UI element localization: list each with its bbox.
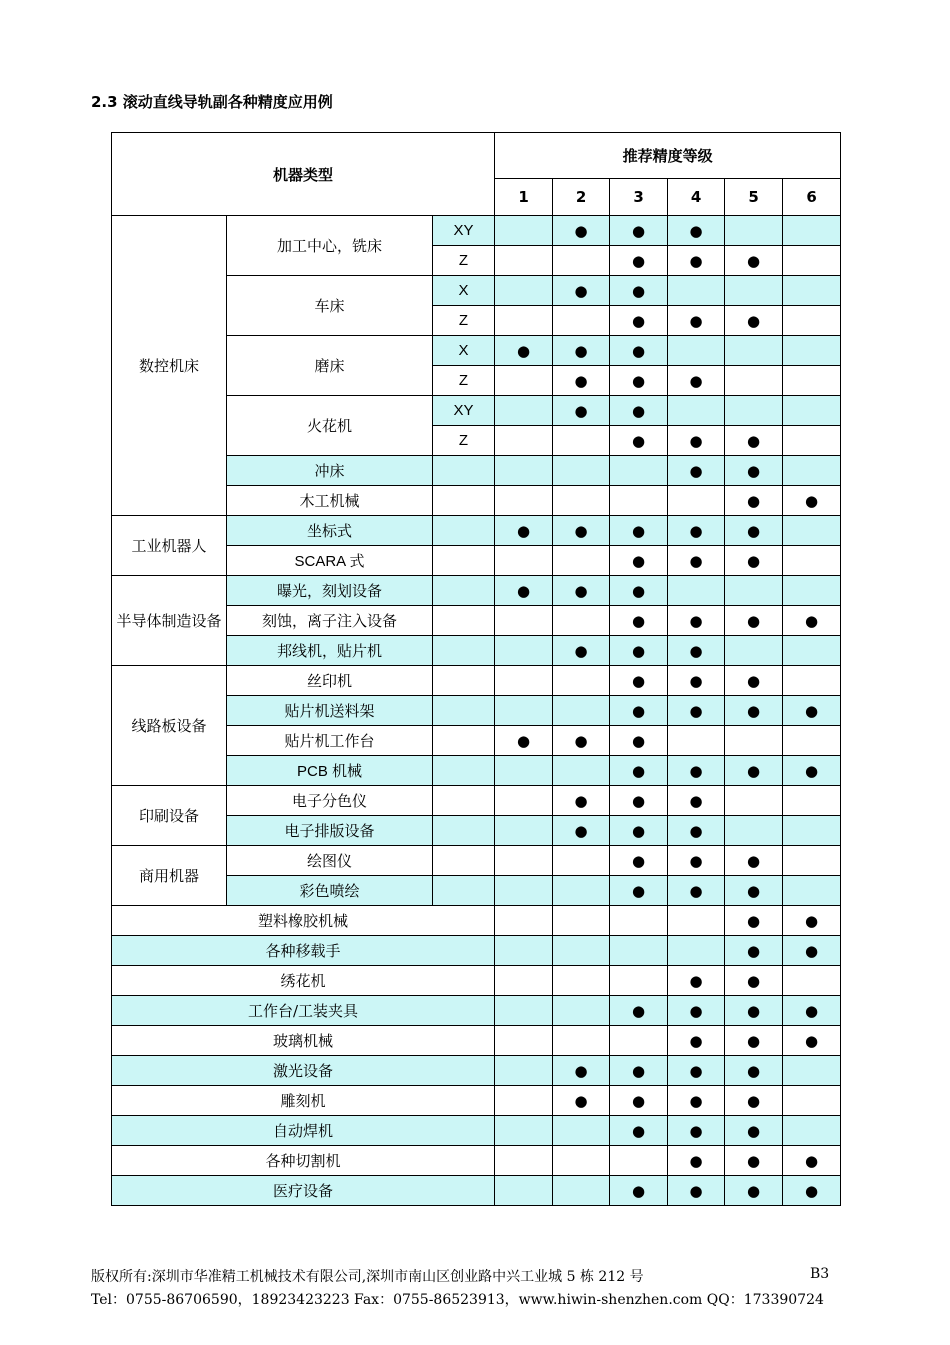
machine-name-cell: 塑料橡胶机械 bbox=[112, 906, 495, 936]
grade-6-mark bbox=[783, 966, 841, 996]
grade-2-mark: ● bbox=[553, 216, 610, 246]
grade-5-mark bbox=[725, 336, 783, 366]
axis-cell bbox=[433, 816, 495, 846]
table-row bbox=[112, 216, 841, 246]
grade-4-mark: ● bbox=[668, 756, 725, 786]
table-row bbox=[112, 1146, 841, 1176]
grade-2-mark bbox=[553, 456, 610, 486]
grade-1-mark bbox=[495, 906, 553, 936]
grade-2-mark bbox=[553, 606, 610, 636]
table-row bbox=[112, 846, 841, 876]
grade-1-mark: ● bbox=[495, 576, 553, 606]
grade-4-mark bbox=[668, 396, 725, 426]
axis-cell bbox=[433, 516, 495, 546]
grade-3-mark: ● bbox=[610, 1176, 668, 1206]
grade-2-mark: ● bbox=[553, 816, 610, 846]
grade-6-mark bbox=[783, 1116, 841, 1146]
grade-6-mark: ● bbox=[783, 906, 841, 936]
grade-4-mark: ● bbox=[668, 1176, 725, 1206]
grade-3-mark bbox=[610, 486, 668, 516]
machine-name-cell: 冲床 bbox=[227, 456, 433, 486]
table-row bbox=[112, 1056, 841, 1086]
grade-3-mark: ● bbox=[610, 546, 668, 576]
machine-name-cell: 坐标式 bbox=[227, 516, 433, 546]
grade-6-mark: ● bbox=[783, 936, 841, 966]
grade-4-header: 4 bbox=[668, 179, 725, 216]
grade-1-mark bbox=[495, 276, 553, 306]
grade-2-mark: ● bbox=[553, 336, 610, 366]
grade-3-mark bbox=[610, 1026, 668, 1056]
grade-5-mark: ● bbox=[725, 426, 783, 456]
grade-5-mark: ● bbox=[725, 606, 783, 636]
grade-5-mark bbox=[725, 636, 783, 666]
grade-3-mark bbox=[610, 966, 668, 996]
grade-5-mark bbox=[725, 396, 783, 426]
grade-6-mark bbox=[783, 546, 841, 576]
grade-1-mark bbox=[495, 1146, 553, 1176]
category-cell: 印刷设备 bbox=[112, 786, 227, 846]
grade-3-mark: ● bbox=[610, 276, 668, 306]
grade-2-mark: ● bbox=[553, 366, 610, 396]
table-row bbox=[112, 1176, 841, 1206]
grade-4-mark: ● bbox=[668, 546, 725, 576]
grade-1-mark bbox=[495, 216, 553, 246]
grade-3-mark: ● bbox=[610, 426, 668, 456]
grade-5-mark: ● bbox=[725, 996, 783, 1026]
grade-2-mark: ● bbox=[553, 1056, 610, 1086]
axis-cell: Z bbox=[433, 426, 495, 456]
grade-2-mark: ● bbox=[553, 276, 610, 306]
grade-2-mark bbox=[553, 756, 610, 786]
precision-table bbox=[111, 132, 841, 1206]
grade-1-mark bbox=[495, 426, 553, 456]
grade-6-mark bbox=[783, 456, 841, 486]
grade-2-mark bbox=[553, 306, 610, 336]
axis-cell: X bbox=[433, 336, 495, 366]
grade-2-mark: ● bbox=[553, 1086, 610, 1116]
grade-4-mark: ● bbox=[668, 1026, 725, 1056]
grade-4-mark bbox=[668, 336, 725, 366]
machine-name-cell: 激光设备 bbox=[112, 1056, 495, 1086]
grade-6-mark bbox=[783, 246, 841, 276]
table-row bbox=[112, 1026, 841, 1056]
machine-name-cell: 曝光，刻划设备 bbox=[227, 576, 433, 606]
grade-4-mark: ● bbox=[668, 696, 725, 726]
grade-5-mark: ● bbox=[725, 936, 783, 966]
grade-1-mark bbox=[495, 246, 553, 276]
category-cell: 商用机器 bbox=[112, 846, 227, 906]
grade-4-mark: ● bbox=[668, 1146, 725, 1176]
grade-2-mark bbox=[553, 426, 610, 456]
grade-2-mark bbox=[553, 846, 610, 876]
axis-cell bbox=[433, 576, 495, 606]
grade-4-mark bbox=[668, 276, 725, 306]
grade-5-mark: ● bbox=[725, 1146, 783, 1176]
grade-4-mark bbox=[668, 486, 725, 516]
grade-2-mark bbox=[553, 1026, 610, 1056]
grade-1-mark bbox=[495, 1176, 553, 1206]
grade-3-header: 3 bbox=[610, 179, 668, 216]
machine-name-cell: 丝印机 bbox=[227, 666, 433, 696]
grade-6-mark bbox=[783, 816, 841, 846]
grade-1-mark bbox=[495, 786, 553, 816]
grade-3-mark bbox=[610, 906, 668, 936]
grade-6-mark bbox=[783, 846, 841, 876]
grade-2-mark: ● bbox=[553, 636, 610, 666]
grade-4-mark bbox=[668, 576, 725, 606]
grade-2-mark bbox=[553, 1146, 610, 1176]
grade-3-mark bbox=[610, 1146, 668, 1176]
grade-3-mark bbox=[610, 936, 668, 966]
grade-1-mark bbox=[495, 966, 553, 996]
axis-cell bbox=[433, 756, 495, 786]
grade-4-mark: ● bbox=[668, 786, 725, 816]
grade-3-mark: ● bbox=[610, 396, 668, 426]
axis-cell: Z bbox=[433, 306, 495, 336]
axis-cell bbox=[433, 486, 495, 516]
grade-5-mark bbox=[725, 216, 783, 246]
axis-cell: XY bbox=[433, 396, 495, 426]
grade-6-mark bbox=[783, 1056, 841, 1086]
grade-4-mark: ● bbox=[668, 366, 725, 396]
axis-cell bbox=[433, 696, 495, 726]
grade-3-mark: ● bbox=[610, 996, 668, 1026]
table-row bbox=[112, 966, 841, 996]
grade-3-mark bbox=[610, 456, 668, 486]
grade-1-mark bbox=[495, 996, 553, 1026]
grade-3-mark: ● bbox=[610, 306, 668, 336]
grade-5-mark: ● bbox=[725, 756, 783, 786]
grade-2-mark bbox=[553, 696, 610, 726]
grade-6-mark bbox=[783, 366, 841, 396]
grade-1-mark: ● bbox=[495, 726, 553, 756]
machine-name-cell: 绘图仪 bbox=[227, 846, 433, 876]
grade-5-mark: ● bbox=[725, 966, 783, 996]
grade-3-mark: ● bbox=[610, 696, 668, 726]
grade-4-mark: ● bbox=[668, 456, 725, 486]
machine-name-cell: 各种移载手 bbox=[112, 936, 495, 966]
grade-5-mark: ● bbox=[725, 666, 783, 696]
grade-6-mark bbox=[783, 876, 841, 906]
grade-4-mark: ● bbox=[668, 1086, 725, 1116]
grade-1-mark bbox=[495, 606, 553, 636]
grade-4-mark: ● bbox=[668, 216, 725, 246]
grade-4-mark: ● bbox=[668, 1116, 725, 1146]
grade-6-mark bbox=[783, 336, 841, 366]
grade-1-mark bbox=[495, 756, 553, 786]
grade-3-mark: ● bbox=[610, 846, 668, 876]
grade-1-mark: ● bbox=[495, 516, 553, 546]
grade-6-mark bbox=[783, 576, 841, 606]
grade-6-mark: ● bbox=[783, 996, 841, 1026]
axis-cell bbox=[433, 636, 495, 666]
table-row bbox=[112, 996, 841, 1026]
machine-type-header: 机器类型 bbox=[112, 133, 495, 216]
machine-name-cell: 电子分色仪 bbox=[227, 786, 433, 816]
grade-1-mark bbox=[495, 1116, 553, 1146]
table-row bbox=[112, 906, 841, 936]
grade-2-mark: ● bbox=[553, 396, 610, 426]
grade-5-mark: ● bbox=[725, 1086, 783, 1116]
grade-4-mark: ● bbox=[668, 426, 725, 456]
machine-name-cell: 贴片机工作台 bbox=[227, 726, 433, 756]
grade-5-mark: ● bbox=[725, 1056, 783, 1086]
grade-2-mark bbox=[553, 666, 610, 696]
grade-3-mark: ● bbox=[610, 516, 668, 546]
table-row bbox=[112, 786, 841, 816]
axis-cell bbox=[433, 606, 495, 636]
machine-name-cell: 各种切割机 bbox=[112, 1146, 495, 1176]
grade-3-mark: ● bbox=[610, 246, 668, 276]
table-row bbox=[112, 576, 841, 606]
grade-5-mark bbox=[725, 576, 783, 606]
grade-6-mark: ● bbox=[783, 486, 841, 516]
page-number: B3 bbox=[810, 1266, 830, 1282]
grade-6-header: 6 bbox=[783, 179, 841, 216]
grade-2-mark bbox=[553, 906, 610, 936]
grade-6-mark bbox=[783, 1086, 841, 1116]
footer-copyright: 版权所有:深圳市华准精工机械技术有限公司,深圳市南山区创业路中兴工业城 5 栋 212 号 bbox=[91, 1269, 644, 1285]
grade-5-mark: ● bbox=[725, 306, 783, 336]
grade-3-mark: ● bbox=[610, 756, 668, 786]
grade-4-mark: ● bbox=[668, 516, 725, 546]
grade-4-mark: ● bbox=[668, 846, 725, 876]
grade-6-mark bbox=[783, 666, 841, 696]
grade-1-mark bbox=[495, 1086, 553, 1116]
grade-5-mark bbox=[725, 276, 783, 306]
grade-5-mark: ● bbox=[725, 456, 783, 486]
machine-name-cell: 车床 bbox=[227, 276, 433, 336]
grade-2-mark bbox=[553, 876, 610, 906]
grade-5-mark: ● bbox=[725, 246, 783, 276]
machine-name-cell: 自动焊机 bbox=[112, 1116, 495, 1146]
machine-name-cell: 绣花机 bbox=[112, 966, 495, 996]
table-row bbox=[112, 1086, 841, 1116]
table-row bbox=[112, 936, 841, 966]
grade-6-mark: ● bbox=[783, 606, 841, 636]
grade-1-header: 1 bbox=[495, 179, 553, 216]
machine-name-cell: 雕刻机 bbox=[112, 1086, 495, 1116]
grade-6-mark bbox=[783, 516, 841, 546]
grade-2-mark bbox=[553, 246, 610, 276]
grade-6-mark bbox=[783, 396, 841, 426]
grade-4-mark: ● bbox=[668, 306, 725, 336]
grade-3-mark: ● bbox=[610, 636, 668, 666]
grade-3-mark: ● bbox=[610, 876, 668, 906]
machine-name-cell: 磨床 bbox=[227, 336, 433, 396]
machine-name-cell: SCARA 式 bbox=[227, 546, 433, 576]
grade-5-mark: ● bbox=[725, 696, 783, 726]
grade-header: 推荐精度等级 bbox=[495, 133, 841, 179]
axis-cell bbox=[433, 666, 495, 696]
grade-2-mark bbox=[553, 1116, 610, 1146]
grade-3-mark: ● bbox=[610, 726, 668, 756]
grade-1-mark bbox=[495, 456, 553, 486]
category-cell: 线路板设备 bbox=[112, 666, 227, 786]
grade-1-mark bbox=[495, 696, 553, 726]
grade-2-mark bbox=[553, 936, 610, 966]
grade-1-mark bbox=[495, 666, 553, 696]
grade-3-mark: ● bbox=[610, 666, 668, 696]
grade-5-mark: ● bbox=[725, 486, 783, 516]
axis-cell: Z bbox=[433, 366, 495, 396]
grade-2-mark bbox=[553, 996, 610, 1026]
grade-3-mark: ● bbox=[610, 576, 668, 606]
grade-6-mark bbox=[783, 636, 841, 666]
grade-6-mark: ● bbox=[783, 1146, 841, 1176]
grade-4-mark: ● bbox=[668, 996, 725, 1026]
table-row bbox=[112, 1116, 841, 1146]
machine-name-cell: 彩色喷绘 bbox=[227, 876, 433, 906]
grade-1-mark bbox=[495, 306, 553, 336]
grade-2-mark: ● bbox=[553, 576, 610, 606]
table-body bbox=[112, 216, 841, 1206]
grade-3-mark: ● bbox=[610, 216, 668, 246]
grade-6-mark bbox=[783, 786, 841, 816]
section-heading: 2.3 滚动直线导轨副各种精度应用例 bbox=[91, 93, 333, 111]
axis-cell bbox=[433, 876, 495, 906]
grade-3-mark: ● bbox=[610, 366, 668, 396]
grade-4-mark: ● bbox=[668, 636, 725, 666]
machine-name-cell: PCB 机械 bbox=[227, 756, 433, 786]
grade-6-mark bbox=[783, 306, 841, 336]
grade-5-mark bbox=[725, 816, 783, 846]
grade-1-mark bbox=[495, 816, 553, 846]
grade-5-mark bbox=[725, 366, 783, 396]
machine-name-cell: 邦线机，贴片机 bbox=[227, 636, 433, 666]
grade-2-mark bbox=[553, 1176, 610, 1206]
grade-2-mark: ● bbox=[553, 516, 610, 546]
machine-name-cell: 医疗设备 bbox=[112, 1176, 495, 1206]
grade-1-mark bbox=[495, 876, 553, 906]
axis-cell bbox=[433, 546, 495, 576]
axis-cell bbox=[433, 786, 495, 816]
grade-4-mark: ● bbox=[668, 1056, 725, 1086]
machine-name-cell: 贴片机送料架 bbox=[227, 696, 433, 726]
grade-1-mark bbox=[495, 486, 553, 516]
table-row bbox=[112, 516, 841, 546]
axis-cell bbox=[433, 846, 495, 876]
axis-cell: Z bbox=[433, 246, 495, 276]
grade-1-mark bbox=[495, 546, 553, 576]
grade-4-mark bbox=[668, 936, 725, 966]
grade-5-mark: ● bbox=[725, 546, 783, 576]
category-cell: 工业机器人 bbox=[112, 516, 227, 576]
machine-name-cell: 木工机械 bbox=[227, 486, 433, 516]
grade-1-mark bbox=[495, 396, 553, 426]
grade-4-mark: ● bbox=[668, 966, 725, 996]
grade-3-mark: ● bbox=[610, 606, 668, 636]
grade-1-mark bbox=[495, 1056, 553, 1086]
grade-5-mark: ● bbox=[725, 876, 783, 906]
machine-name-cell: 加工中心，铣床 bbox=[227, 216, 433, 276]
grade-4-mark: ● bbox=[668, 816, 725, 846]
grade-3-mark: ● bbox=[610, 1086, 668, 1116]
category-cell: 半导体制造设备 bbox=[112, 576, 227, 666]
grade-5-mark: ● bbox=[725, 906, 783, 936]
grade-1-mark bbox=[495, 936, 553, 966]
grade-1-mark bbox=[495, 846, 553, 876]
grade-3-mark: ● bbox=[610, 816, 668, 846]
grade-6-mark bbox=[783, 216, 841, 246]
machine-name-cell: 玻璃机械 bbox=[112, 1026, 495, 1056]
axis-cell: XY bbox=[433, 216, 495, 246]
grade-6-mark bbox=[783, 426, 841, 456]
grade-2-mark: ● bbox=[553, 786, 610, 816]
grade-6-mark: ● bbox=[783, 696, 841, 726]
grade-3-mark: ● bbox=[610, 1116, 668, 1146]
grade-5-mark: ● bbox=[725, 516, 783, 546]
grade-5-mark bbox=[725, 786, 783, 816]
grade-1-mark bbox=[495, 366, 553, 396]
grade-3-mark: ● bbox=[610, 336, 668, 366]
grade-5-mark: ● bbox=[725, 846, 783, 876]
grade-1-mark bbox=[495, 1026, 553, 1056]
grade-4-mark: ● bbox=[668, 606, 725, 636]
grade-6-mark bbox=[783, 726, 841, 756]
grade-4-mark: ● bbox=[668, 666, 725, 696]
grade-4-mark bbox=[668, 906, 725, 936]
axis-cell: X bbox=[433, 276, 495, 306]
grade-6-mark: ● bbox=[783, 756, 841, 786]
grade-1-mark bbox=[495, 636, 553, 666]
grade-6-mark: ● bbox=[783, 1026, 841, 1056]
category-cell: 数控机床 bbox=[112, 216, 227, 516]
machine-name-cell: 刻蚀，离子注入设备 bbox=[227, 606, 433, 636]
grade-5-mark: ● bbox=[725, 1176, 783, 1206]
grade-5-mark: ● bbox=[725, 1026, 783, 1056]
footer-contact: Tel：0755-86706590，18923423223 Fax：0755-86523913，www.hiwin-shenzhen.com QQ：173390724 bbox=[91, 1292, 824, 1308]
grade-2-mark bbox=[553, 966, 610, 996]
grade-5-mark bbox=[725, 726, 783, 756]
grade-2-mark bbox=[553, 546, 610, 576]
grade-5-mark: ● bbox=[725, 1116, 783, 1146]
grade-2-mark bbox=[553, 486, 610, 516]
grade-4-mark bbox=[668, 726, 725, 756]
grade-6-mark: ● bbox=[783, 1176, 841, 1206]
axis-cell bbox=[433, 726, 495, 756]
machine-name-cell: 火花机 bbox=[227, 396, 433, 456]
grade-6-mark bbox=[783, 276, 841, 306]
grade-4-mark: ● bbox=[668, 246, 725, 276]
grade-5-header: 5 bbox=[725, 179, 783, 216]
grade-2-header: 2 bbox=[553, 179, 610, 216]
grade-2-mark: ● bbox=[553, 726, 610, 756]
machine-name-cell: 工作台/工装夹具 bbox=[112, 996, 495, 1026]
machine-name-cell: 电子排版设备 bbox=[227, 816, 433, 846]
grade-1-mark: ● bbox=[495, 336, 553, 366]
axis-cell bbox=[433, 456, 495, 486]
grade-3-mark: ● bbox=[610, 786, 668, 816]
table-row bbox=[112, 666, 841, 696]
grade-4-mark: ● bbox=[668, 876, 725, 906]
grade-3-mark: ● bbox=[610, 1056, 668, 1086]
